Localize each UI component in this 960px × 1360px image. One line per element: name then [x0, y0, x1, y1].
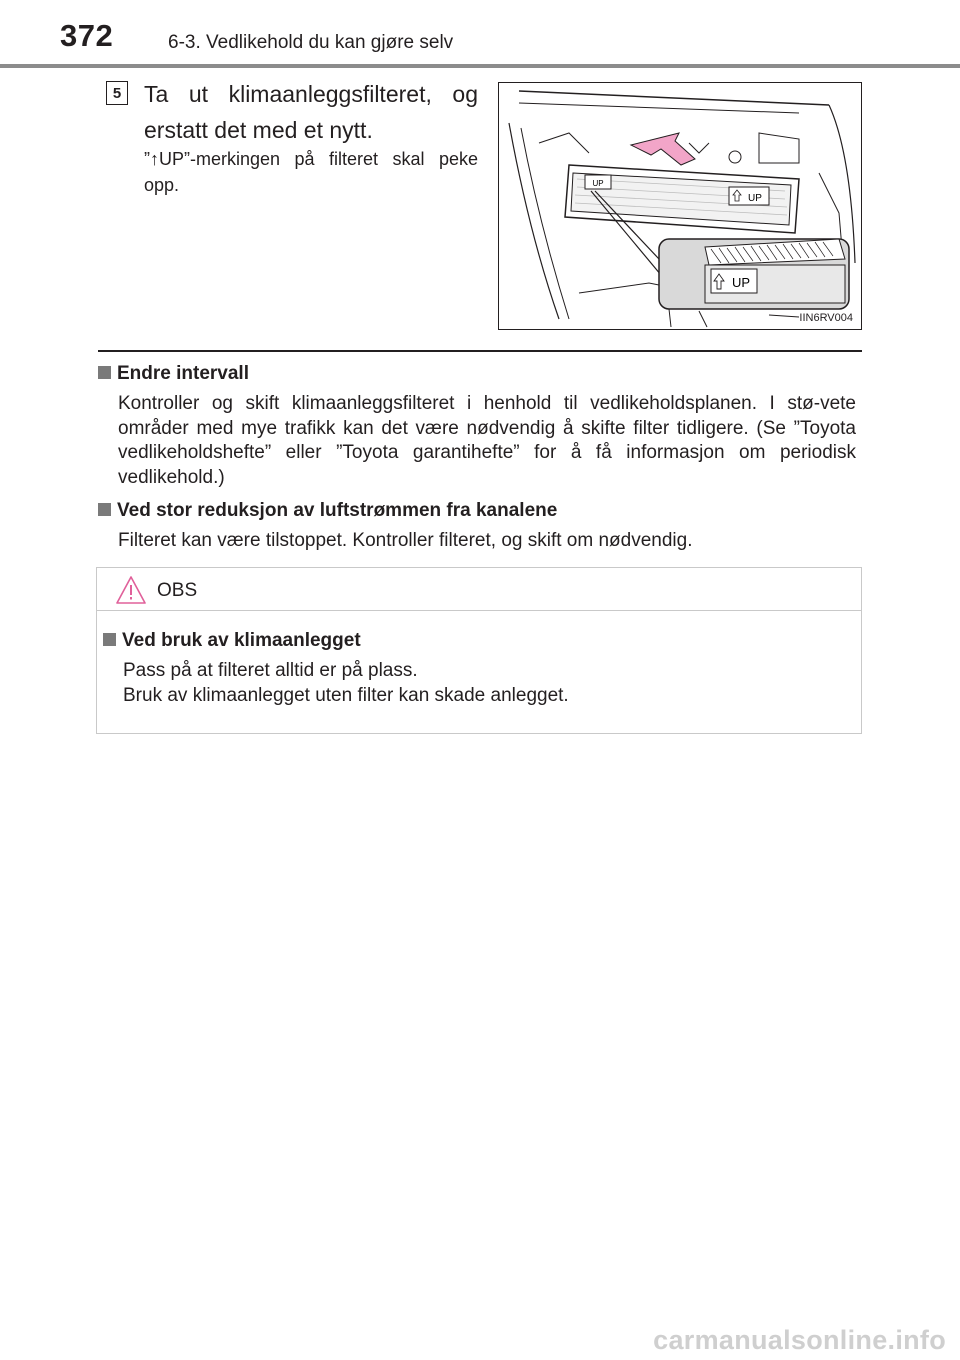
section-divider	[98, 350, 862, 352]
obs-subheading-text: Ved bruk av klimaanlegget	[122, 630, 361, 651]
warning-triangle-icon	[115, 575, 147, 605]
page-header	[0, 0, 960, 66]
obs-subheading	[103, 630, 361, 652]
watermark: carmanualsonline.info	[653, 1325, 946, 1355]
up-label-mid: UP	[748, 193, 762, 204]
paragraph-endre-intervall: Kontroller og skift klimaanleggsfilteret i henhold til vedlikeholdsplanen. I stø-vete områder med mye trafikk kan det være nødvendig å skifte filter tidligere. (Se ”Toyota vedlikeholdshefte” eller ”Toyota garantihefte” for å få informasjon om periodisk vedlikehold.)	[118, 393, 856, 488]
paragraph-luftstrom: Filteret kan være tilstoppet. Kontroller filteret, og skift om nødvendig.	[118, 530, 693, 551]
step-note: ”↑UP”-merkingen på filteret skal peke opp.	[144, 149, 478, 195]
up-label-small: UP	[592, 179, 604, 188]
section-title: 6-3. Vedlikehold du kan gjøre selv	[168, 32, 454, 53]
page-number: 372	[60, 18, 114, 53]
filter-illustration	[498, 82, 862, 330]
heading-text: Endre intervall	[117, 363, 249, 384]
figure-code: IIN6RV004	[799, 312, 853, 324]
obs-line-1: Pass på at filteret alltid er på plass.	[123, 660, 418, 681]
bullet-square-icon	[98, 503, 111, 516]
heading-text: Ved stor reduksjon av luftstrømmen fra kanalene	[117, 500, 558, 521]
filter-illustration-drawing	[499, 83, 862, 330]
obs-line-2: Bruk av klimaanlegget uten filter kan skade anlegget.	[123, 685, 569, 706]
obs-warning-box	[96, 567, 862, 734]
step-instruction: Ta ut klimaanleggsfilteret, og erstatt det med et nytt.	[144, 81, 478, 143]
heading-endre-intervall	[98, 363, 249, 385]
heading-luftstrom	[98, 500, 557, 522]
bullet-square-icon	[103, 633, 116, 646]
up-label-large: UP	[731, 275, 751, 290]
obs-label: OBS	[157, 580, 198, 601]
header-rule	[0, 64, 960, 68]
obs-header	[97, 568, 861, 611]
step-number-box: 5	[106, 81, 128, 105]
bullet-square-icon	[98, 366, 111, 379]
